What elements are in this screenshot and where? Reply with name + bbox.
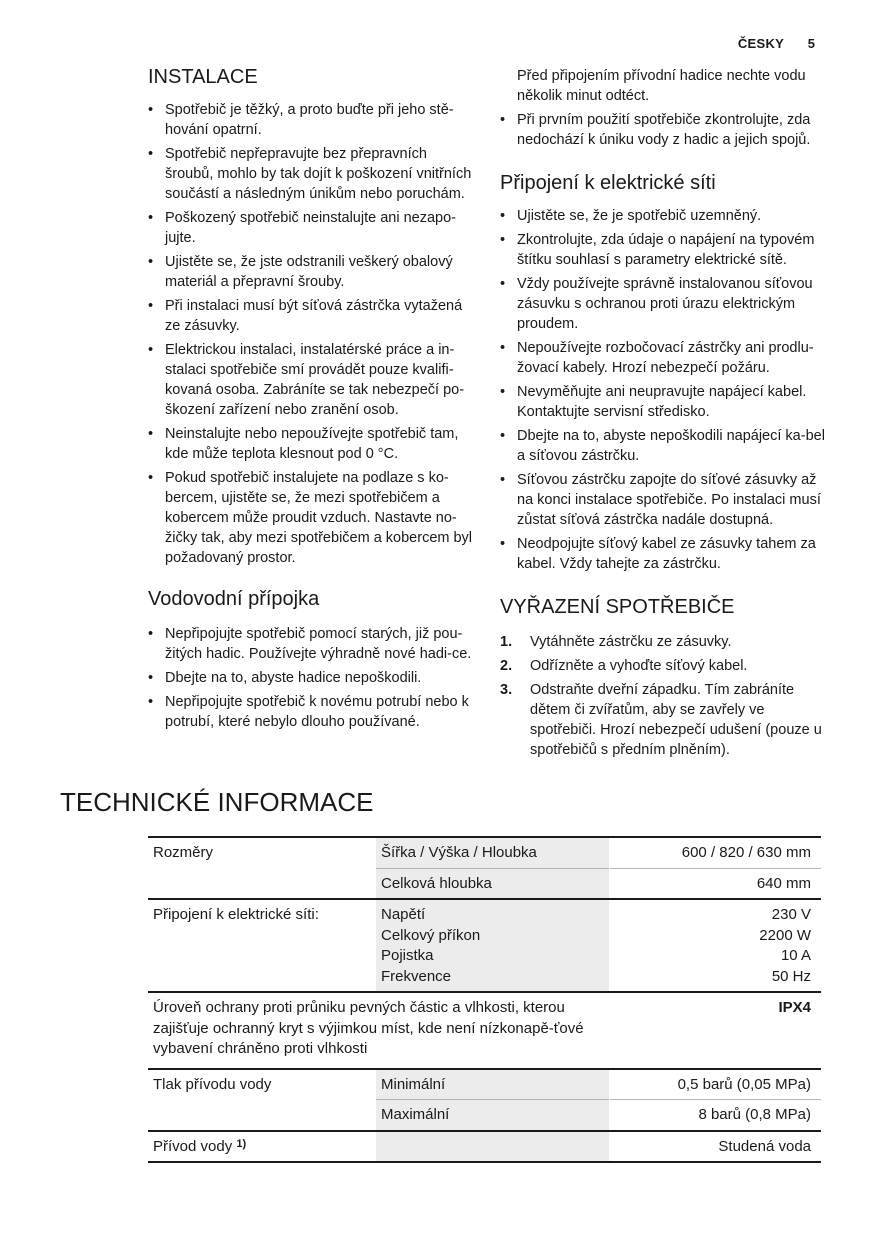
list-item: • Nepoužívejte rozbočovací zástrčky ani prodlu-žovací kabely. Hrozí nebezpečí požáru. (500, 338, 825, 378)
spec-name: Maximální (376, 1100, 610, 1131)
vodovodni-list (148, 624, 473, 732)
spec-label: Přívod vody (153, 1137, 233, 1155)
list-item-continuation: Před připojením přívodní hadice nechte vodu několik minut odtéct. (517, 68, 806, 104)
spec-value: IPX4 (610, 992, 822, 1069)
section-title-technicke: TECHNICKÉ INFORMACE (60, 787, 374, 817)
spec-label: Připojení k elektrické síti: (153, 906, 319, 923)
spec-value: 640 mm (610, 868, 822, 899)
table-row (148, 1069, 821, 1100)
list-item: • Ujistěte se, že jste odstranili veškerý obalový materiál a přepravní šrouby. (148, 252, 473, 292)
spec-value: Studená voda (610, 1131, 822, 1163)
page-header (738, 34, 815, 54)
step-number: 3. (500, 682, 513, 698)
spec-value: 600 / 820 / 630 mm (610, 837, 822, 868)
step-text: Odřízněte a vyhoďte síťový kabel. (530, 658, 748, 674)
table-row (148, 899, 821, 992)
list-item: • Dbejte na to, abyste hadice nepoškodili. (148, 668, 473, 688)
step-text: Vytáhněte zástrčku ze zásuvky. (530, 634, 732, 650)
instalace-list (148, 100, 473, 568)
section-title-vodovodni: Vodovodní přípojka (148, 588, 320, 610)
list-item: • Neinstalujte nebo nepoužívejte spotřebič tam, kde může teplota klesnout pod 0 °C. (148, 424, 473, 464)
step-item (500, 656, 825, 676)
spec-value: 0,5 barů (0,05 MPa) (610, 1069, 822, 1100)
page-number: 5 (807, 36, 815, 51)
step-item (500, 632, 825, 652)
language-label: ČESKY (737, 36, 785, 51)
spec-names-cell (376, 899, 610, 992)
list-item: • Elektrickou instalaci, instalatérské práce a in-stalaci spotřebiče smí provádět pouze kvalifi-kovaná osoba. Zabráníte se tak nebezpečí po-škození zařízení nebo zranění osob. (148, 340, 473, 420)
step-item (500, 680, 825, 760)
spec-value: 230 V (771, 906, 811, 923)
list-item: • Zkontrolujte, zda údaje o napájení na typovém štítku souhlasí s parametry elektrické sítě. (500, 230, 825, 270)
section-title-vyrazeni: VYŘAZENÍ SPOTŘEBIČE (500, 596, 735, 618)
spec-label: Tlak přívodu vody (153, 1075, 272, 1093)
table-row (148, 1131, 821, 1163)
list-item: • Spotřebič je těžký, a proto buďte při jeho stě-hování opatrní. (148, 100, 473, 140)
step-number: 2. (500, 658, 513, 674)
spec-name: Pojistka (381, 947, 434, 964)
spec-name: Celkový příkon (381, 926, 481, 944)
vyrazeni-steps (500, 632, 825, 760)
spec-value: 8 barů (0,8 MPa) (610, 1100, 822, 1131)
list-item: • Dbejte na to, abyste nepoškodili napájecí ka-bel a síťovou zástrčku. (500, 426, 825, 466)
left-column (148, 64, 473, 736)
list-item: • Nepřipojujte spotřebič k novému potrubí nebo k potrubí, které nebylo dlouho používané. (148, 692, 473, 732)
spec-name: Minimální (376, 1069, 610, 1100)
table-row (148, 992, 821, 1069)
step-text: Odstraňte dveřní západku. Tím zabráníte dětem či zvířatům, aby se zavřely ve spotřebiči. Hrozí nebezpečí udušení (pouze u spotřebičů s předním plněním). (530, 682, 822, 758)
list-item: • Nevyměňujte ani neupravujte napájecí kabel. Kontaktujte servisní středisko. (500, 382, 825, 422)
spec-label-cell (148, 1131, 376, 1163)
step-number: 1. (500, 634, 513, 650)
footnote-marker: 1) (236, 1137, 247, 1150)
spec-name-empty (376, 1131, 610, 1163)
table-row (148, 837, 821, 868)
section-title-elektricka: Připojení k elektrické síti (500, 172, 716, 194)
list-item: • Při prvním použití spotřebiče zkontrolujte, zda nedochází k úniku vody z hadic a jejich spojů. (500, 110, 825, 150)
list-item: • Poškozený spotřebič neinstalujte ani nezapo-jujte. (148, 208, 473, 248)
elektricka-list (500, 206, 825, 574)
list-item: • Nepřipojujte spotřebič pomocí starých, již pou-žitých hadic. Používejte výhradně nové hadi-ce. (148, 624, 473, 664)
list-item: • Pokud spotřebič instalujete na podlaze s ko-bercem, ujistěte se, že mezi spotřebičem a kobercem může proudit vzduch. Nastavte no-žičky tak, aby mezi spotřebičem a kobercem byl požadovaný prostor. (148, 468, 473, 568)
spec-label: Rozměry (153, 844, 214, 861)
spec-value: 2200 W (759, 926, 811, 944)
list-item: • Vždy používejte správně instalovanou síťovou zásuvku s ochranou proti úrazu elektrickým proudem. (500, 274, 825, 334)
spec-name: Šířka / Výška / Hloubka (376, 837, 610, 868)
spec-name: Celková hloubka (376, 868, 610, 899)
section-title-instalace: INSTALACE (148, 66, 258, 88)
spec-label: Úroveň ochrany proti průniku pevných částic a vlhkosti, kterou zajišťuje ochranný kryt s výjimkou míst, kde není nízkonapě-ťové vybavení chráněno proti vlhkosti (148, 992, 610, 1069)
list-item: • Spotřebič nepřepravujte bez přepravních šroubů, mohlo by tak dojít k poškození vnitřních součástí a následným únikům nebo poruchám. (148, 144, 473, 204)
spec-value: 10 A (780, 947, 811, 964)
list-item: • Síťovou zástrčku zapojte do síťové zásuvky až na konci instalace spotřebiče. Po instalaci musí zůstat síťová zástrčka nadále dostupná. (500, 470, 825, 530)
spec-value: 50 Hz (771, 967, 811, 985)
spec-values-cell (610, 899, 822, 992)
spec-name: Frekvence (381, 967, 452, 985)
right-column (500, 66, 825, 764)
list-item: • Při instalaci musí být síťová zástrčka vytažená ze zásuvky. (148, 296, 473, 336)
list-item: • Neodpojujte síťový kabel ze zásuvky tahem za kabel. Vždy tahejte za zástrčku. (500, 534, 825, 574)
spec-name: Napětí (381, 906, 426, 923)
list-item: • Ujistěte se, že je spotřebič uzemněný. (500, 206, 825, 226)
spec-table (148, 836, 821, 1163)
vodovodni-list-continued (500, 110, 825, 150)
